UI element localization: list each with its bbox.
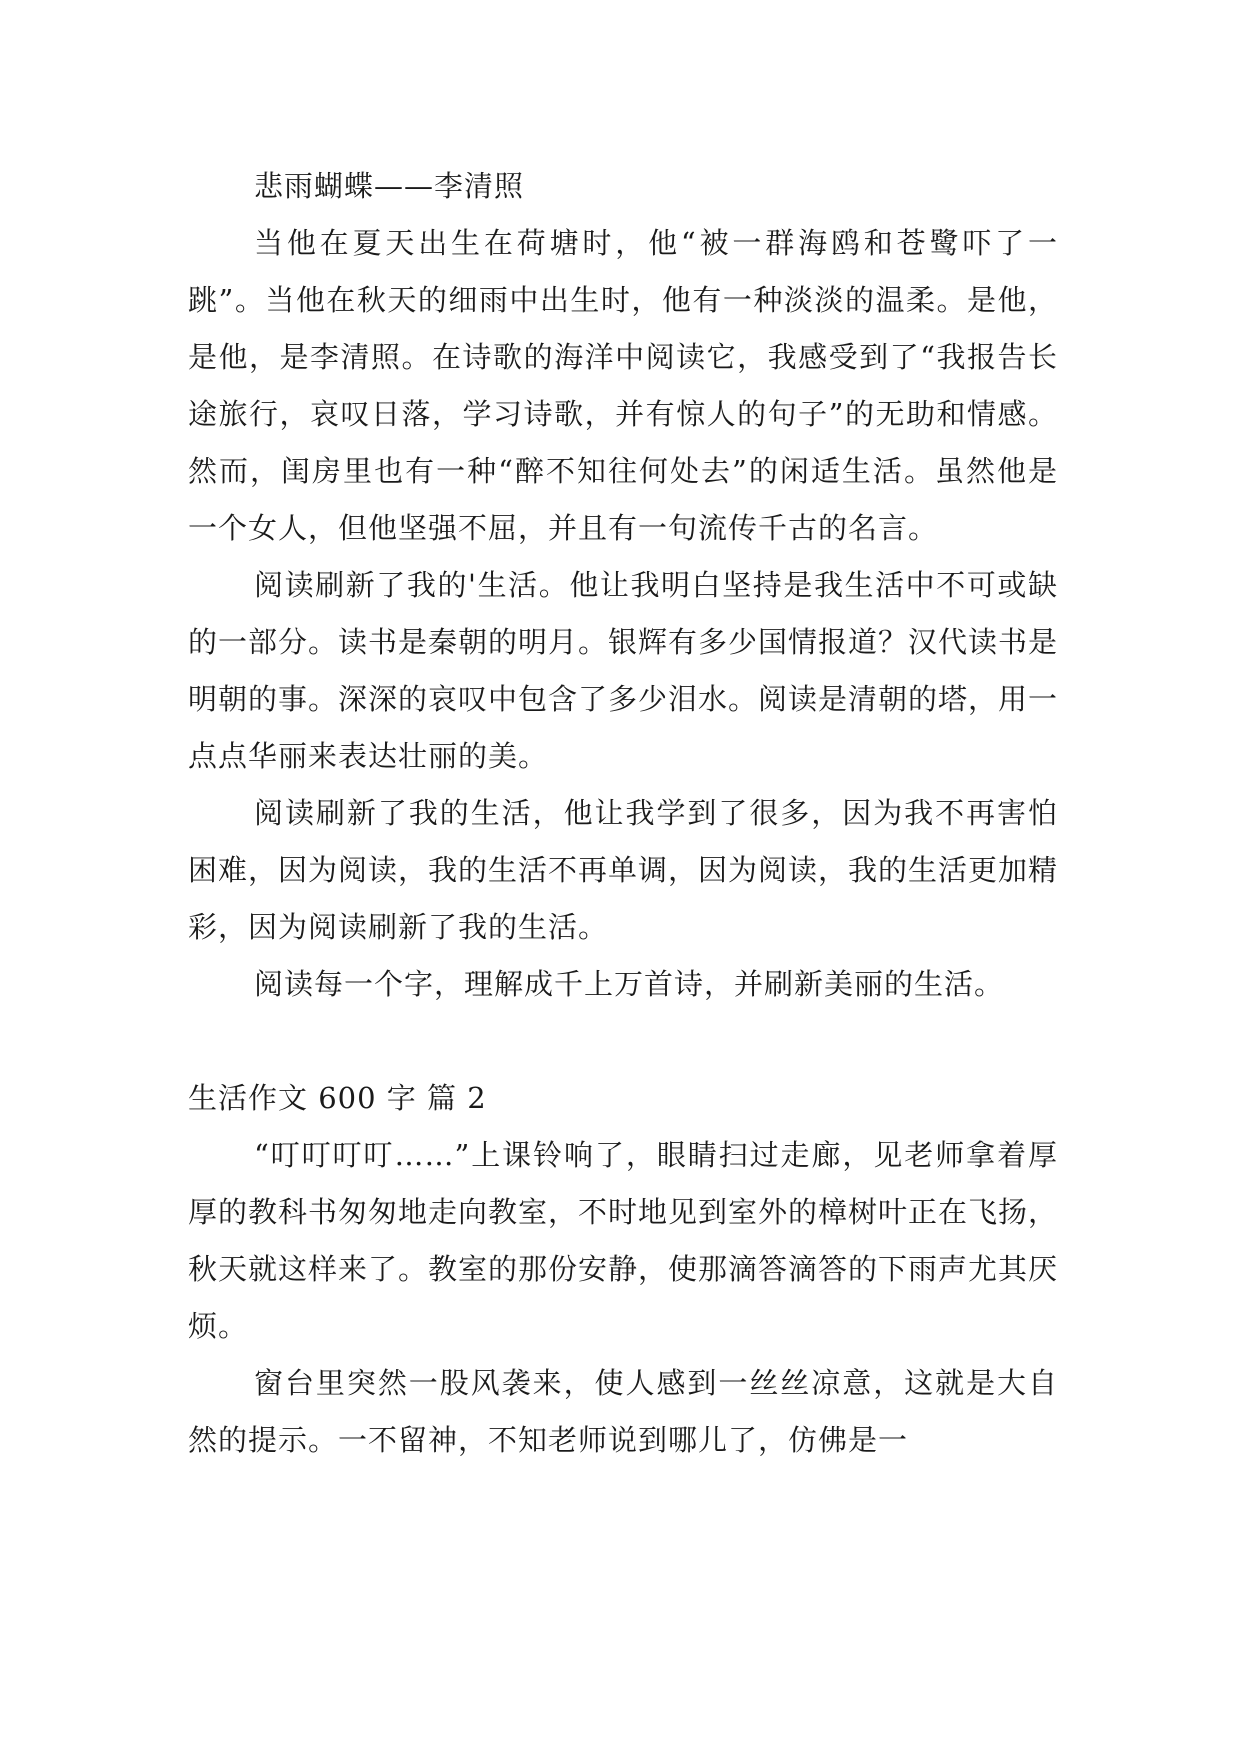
paragraph: “叮叮叮叮……”上课铃响了，眼睛扫过走廊，见老师拿着厚厚的教科书匆匆地走向教室，不时地见到室外的樟树叶正在飞扬，秋天就这样来了。教室的那份安静，使那滴答滴答的下雨声尤其厌烦。 [188, 1138, 1059, 1343]
paragraph: 窗台里突然一股风袭来，使人感到一丝丝凉意，这就是大自然的提示。一不留神，不知老师说到哪儿了，仿佛是一 [188, 1366, 1058, 1457]
paragraph: 当他在夏天出生在荷塘时，他“被一群海鸥和苍鹭吓了一跳”。当他在秋天的细雨中出生时，他有一种淡淡的温柔。是他，是他，是李清照。在诗歌的海洋中阅读它，我感受到了“我报告长途旅行，哀叹日落，学习诗歌，并有惊人的句子”的无助和情感。然而，闺房里也有一种“醉不知往何处去”的闲适生活。虽然他是一个女人，但他坚强不屈，并且有一句流传千古的名言。 [188, 226, 1058, 545]
document-body [188, 158, 1058, 1469]
essay-title: 悲雨蝴蝶——李清照 [254, 169, 525, 203]
section-heading: 生活作文 600 字 篇 2 [188, 1081, 487, 1115]
paragraph: 阅读刷新了我的'生活。他让我明白坚持是我生活中不可或缺的一部分。读书是秦朝的明月。银辉有多少国情报道？汉代读书是明朝的事。深深的哀叹中包含了多少泪水。阅读是清朝的塔，用一点点华丽来表达壮丽的美。 [188, 568, 1059, 773]
paragraph: 阅读刷新了我的生活，他让我学到了很多，因为我不再害怕困难，因为阅读，我的生活不再单调，因为阅读，我的生活更加精彩，因为阅读刷新了我的生活。 [188, 796, 1059, 944]
paragraph: 阅读每一个字，理解成千上万首诗，并刷新美丽的生活。 [254, 967, 1005, 1001]
section-spacer [188, 1013, 1058, 1070]
